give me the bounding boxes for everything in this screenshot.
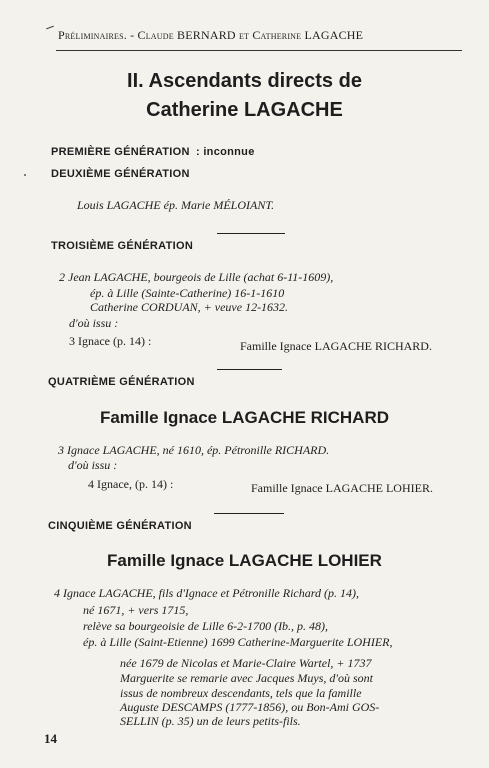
gen5-line2: né 1671, + vers 1715, (83, 603, 189, 617)
section-title-line1: II. Ascendants directs de (127, 70, 362, 92)
gen4-line1: 3 Ignace LAGACHE, né 1610, ép. Pétronille RICHARD. (58, 443, 330, 457)
gen5-label: CINQUIÈME GÉNÉRATION (48, 520, 192, 532)
gen1-label: PREMIÈRE GÉNÉRATION (51, 146, 190, 158)
gen3-line1: 2 Jean LAGACHE, bourgeois de Lille (achat 6-11-1609), (59, 270, 334, 284)
gen3-child-left: 3 Ignace (p. 14) : (69, 334, 152, 348)
separator-rule (217, 233, 285, 234)
gen2-label: DEUXIÈME GÉNÉRATION (51, 168, 190, 180)
gen3-label: TROISIÈME GÉNÉRATION (51, 240, 194, 252)
gen5-line5: née 1679 de Nicolas et Marie-Claire Wartel, + 1737 (120, 656, 372, 670)
page-mark (46, 26, 54, 30)
separator-rule (217, 369, 282, 370)
gen1-value: : inconnue (196, 146, 255, 158)
gen3-issu: d'où issu : (69, 316, 119, 330)
gen5-heading: Famille Ignace LAGACHE LOHIER (107, 551, 382, 570)
gen5-line1: 4 Ignace LAGACHE, fils d'Ignace et Pétronille Richard (p. 14), (54, 586, 359, 600)
gen4-label: QUATRIÈME GÉNÉRATION (48, 376, 195, 388)
page-number: 14 (44, 731, 57, 746)
gen5-line8: Auguste DESCAMPS (1777-1856), ou Bon-Ami GOS- (120, 700, 380, 714)
gen3-line3: Catherine CORDUAN, + veuve 12-1632. (90, 300, 289, 314)
gen4-child-right: Famille Ignace LAGACHE LOHIER. (251, 481, 433, 495)
gen3-child-right: Famille Ignace LAGACHE RICHARD. (240, 339, 432, 353)
gen3-line2: ép. à Lille (Sainte-Catherine) 16-1-1610 (90, 286, 285, 300)
header-rule (56, 50, 462, 51)
gen4-issu: d'où issu : (68, 458, 118, 472)
speck (24, 174, 26, 176)
gen4-heading: Famille Ignace LAGACHE RICHARD (99, 408, 390, 427)
gen5-line3: relève sa bourgeoisie de Lille 6-2-1700 (Ib., p. 48), (83, 619, 329, 633)
running-header: Préliminaires. - Claude BERNARD et Catherine LAGACHE (58, 28, 364, 42)
section-title-line2: Catherine LAGACHE (146, 99, 343, 121)
gen5-line6: Marguerite se remarie avec Jacques Muys, d'où sont (120, 671, 373, 685)
gen5-line4: ép. à Lille (Saint-Etienne) 1699 Catherine-Marguerite LOHIER, (83, 635, 393, 649)
gen5-line9: SELLIN (p. 35) un de leurs petits-fils. (120, 714, 301, 728)
gen2-line: Louis LAGACHE ép. Marie MÉLOIANT. (77, 198, 275, 212)
gen4-child-left: 4 Ignace, (p. 14) : (88, 477, 174, 491)
gen5-line7: issus de nombreux descendants, tels que la famille (120, 686, 362, 700)
separator-rule (214, 513, 284, 514)
